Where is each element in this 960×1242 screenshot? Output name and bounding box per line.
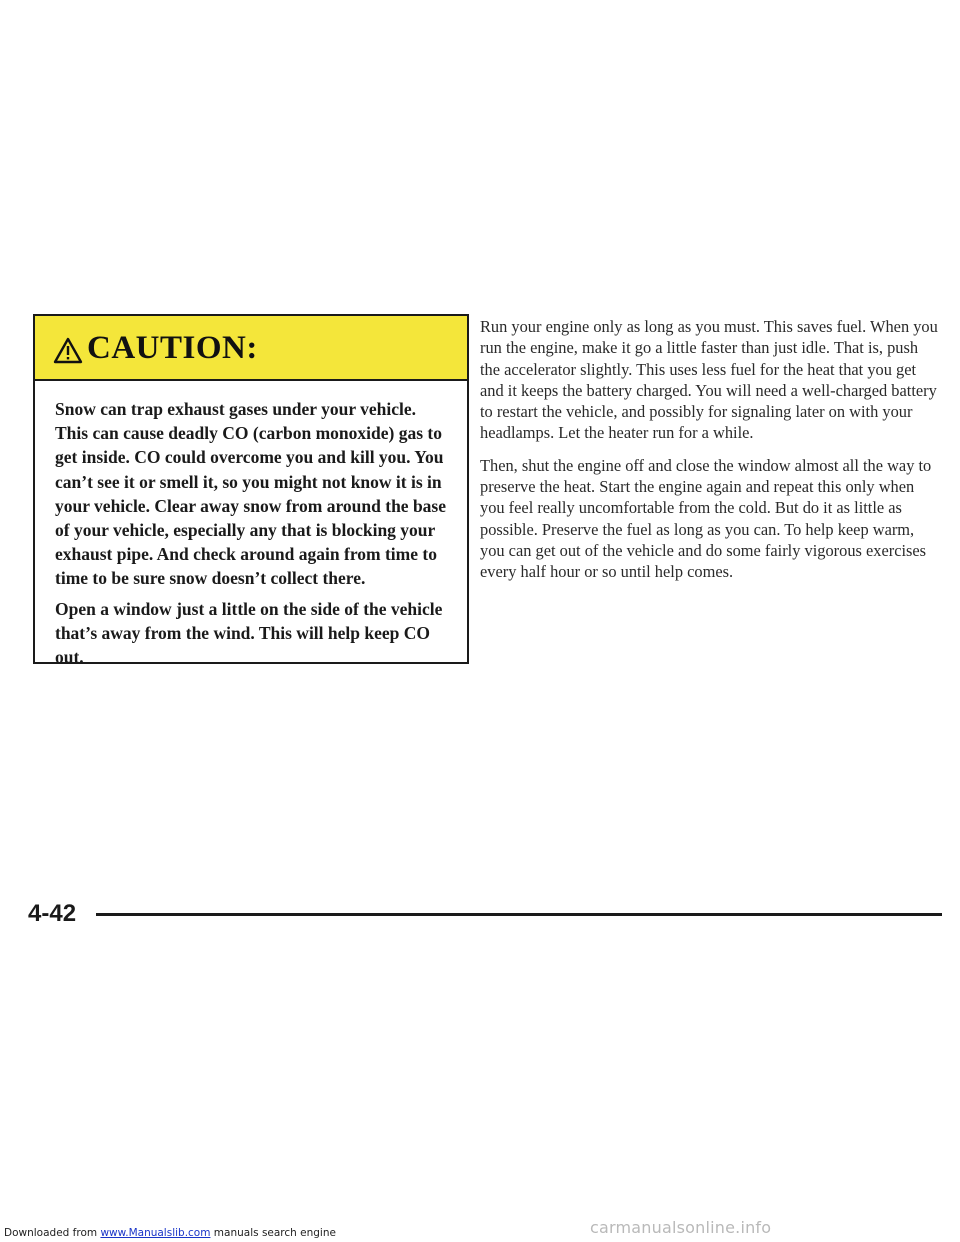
caution-paragraph: Snow can trap exhaust gases under your vehicle. This can cause deadly CO (carbon monoxide) gas to get inside. CO could overcome you and kill you. You can’t see it or smell it, so you might not know it is in your vehicle. Clear away snow from around the base of your vehicle, especially any that is blocking your exhaust pipe. And check around again from time to time to be sure snow doesn’t collect there.	[55, 399, 446, 589]
manualslib-link[interactable]: www.Manualslib.com	[100, 1227, 211, 1239]
warning-triangle-icon	[53, 337, 83, 364]
caution-title: CAUTION:	[87, 330, 258, 366]
body-text	[480, 316, 938, 594]
caution-paragraph: Open a window just a little on the side of the vehicle that’s away from the wind. This will help keep CO out.	[55, 598, 443, 668]
page-number: 4-42	[28, 900, 77, 927]
page-bottom	[0, 1085, 960, 1242]
footer-suffix: manuals search engine	[210, 1227, 336, 1239]
watermark: carmanualsonline.info	[590, 1218, 772, 1237]
caution-box	[33, 314, 469, 668]
caution-header	[35, 316, 467, 381]
body-paragraph: Then, shut the engine off and close the window almost all the way to preserve the heat. Start the engine again and repeat this only when you feel really uncomfortable from the cold. But do it as little as possible. Preserve the fuel as long as you can. To help keep warm, you can get out of the vehicle and do some fairly vigorous exercises every half hour or so until help comes.	[480, 455, 932, 582]
page-rule	[96, 913, 942, 916]
footer-source	[4, 1227, 336, 1239]
caution-body	[35, 381, 467, 669]
footer-prefix: Downloaded from	[4, 1227, 101, 1239]
body-paragraph: Run your engine only as long as you must. This saves fuel. When you run the engine, make it go a little faster than just idle. That is, push the accelerator slightly. This uses less fuel for the heat that you get and it keeps the battery charged. You will need a well-charged battery to restart the vehicle, and possibly for signaling later on with your headlamps. Let the heater run for a while.	[480, 317, 938, 443]
